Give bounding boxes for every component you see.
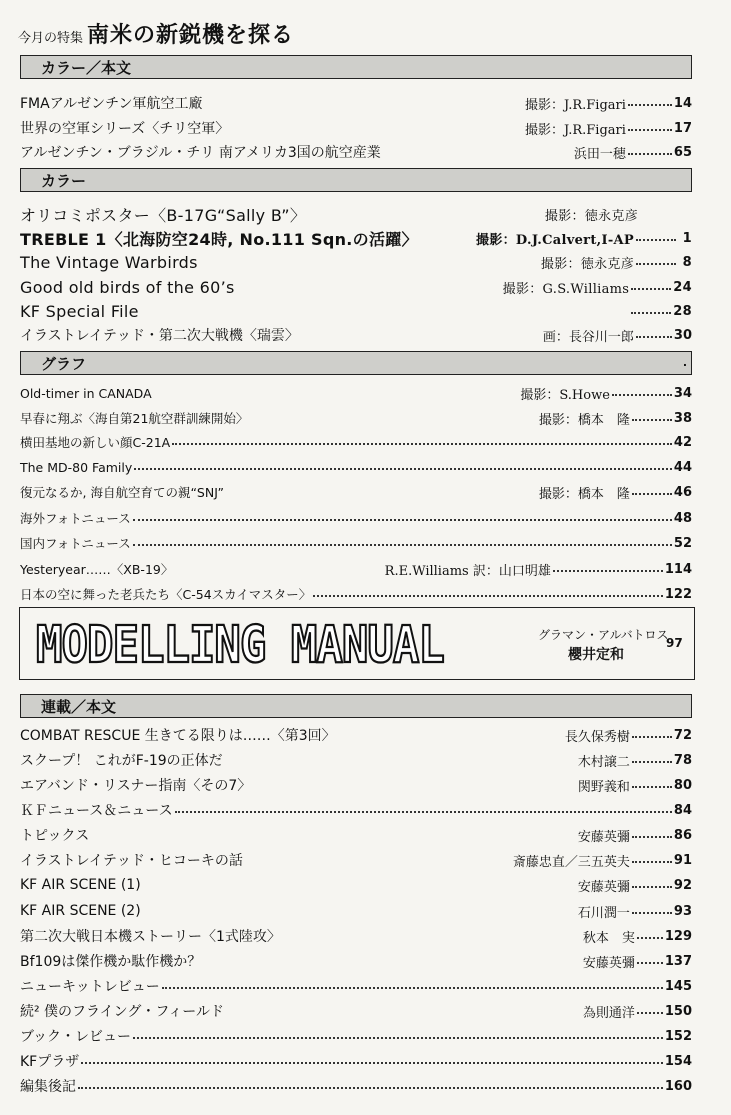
toc-page: 44 [673, 459, 692, 475]
section-header-color [20, 168, 692, 192]
section-header-graph [20, 351, 692, 375]
toc-page: 92 [673, 877, 692, 893]
toc-row[interactable] [20, 824, 692, 846]
toc-row[interactable] [20, 456, 692, 478]
toc-credit: 石川潤一 [577, 905, 630, 921]
modelling-manual-box[interactable] [19, 607, 695, 680]
modelling-manual-subtitle: グラマン・アルバトロス [538, 628, 669, 642]
toc-row[interactable] [20, 950, 692, 972]
toc-row[interactable] [20, 900, 692, 922]
toc-page: 34 [673, 385, 692, 401]
toc-title: Bf109は傑作機か駄作機か？ [20, 954, 202, 970]
modelling-manual-title: MODELLING MANUAL [36, 616, 444, 675]
toc-credit: 長久保秀樹 [564, 729, 630, 745]
toc-title: 国内フォトニュース [20, 536, 131, 551]
toc-title: Old-timer in CANADA [20, 385, 152, 401]
toc-title: イラストレイテッド・第二次大戦機〈瑞雲〉 [20, 328, 299, 344]
toc-row[interactable] [20, 1075, 692, 1097]
toc-credit: 関野義和 [577, 779, 630, 795]
section-label: カラー [41, 172, 87, 190]
toc-page: 129 [664, 928, 692, 944]
toc-credit: 画：長谷川一郎 [542, 329, 634, 345]
toc-credit: 斎藤忠直／三五英夫 [512, 854, 630, 870]
toc-page: 30 [673, 327, 692, 343]
toc-row[interactable] [20, 774, 692, 796]
toc-page: 152 [664, 1028, 692, 1044]
toc-title: スクープ！ これがF-19の正体だ [20, 753, 223, 769]
toc-title: 早春に翔ぶ〈海自第21航空群訓練開始〉 [20, 411, 249, 426]
toc-title: 編集後記 [20, 1079, 76, 1095]
toc-title: KF AIR SCENE (1) [20, 877, 141, 893]
toc-page: 24 [673, 279, 692, 295]
toc-row[interactable] [20, 925, 692, 947]
toc-row[interactable] [20, 203, 692, 225]
toc-title: KF AIR SCENE (2) [20, 903, 141, 919]
toc-title: 第二次大戦日本機ストーリー〈1式陸攻〉 [20, 929, 281, 945]
toc-page: 93 [673, 903, 692, 919]
toc-page: 65 [673, 144, 692, 160]
toc-page: 145 [664, 978, 692, 994]
toc-credit: 撮影：D.J.Calvert,I-AP [476, 232, 634, 248]
toc-row[interactable] [20, 481, 692, 503]
toc-credit: 撮影：橋本 隆 [538, 412, 630, 428]
toc-credit: 撮影：橋本 隆 [538, 486, 630, 502]
section-header-serial-text [20, 694, 692, 718]
toc-title: ブック・レビュー [20, 1029, 132, 1045]
toc-row[interactable] [20, 382, 692, 404]
section-header-color-text [20, 55, 692, 79]
toc-title: イラストレイテッド・ヒコーキの話 [20, 853, 243, 869]
toc-row[interactable] [20, 1050, 692, 1072]
toc-title: オリコミポスター〈B-17G“Sally B”〉 [20, 205, 307, 225]
toc-title: アルゼンチン・ブラジル・チリ 南アメリカ3国の航空産業 [20, 145, 381, 161]
toc-page: 52 [673, 535, 692, 551]
toc-title: トピックス [20, 828, 90, 844]
toc-credit: 浜田一穂 [573, 146, 626, 162]
toc-page: 78 [673, 752, 692, 768]
toc-row[interactable] [20, 407, 692, 429]
toc-page: 80 [673, 777, 692, 793]
toc-title: Good old birds of the 60’s [20, 277, 235, 297]
toc-row[interactable] [20, 749, 692, 771]
toc-page: 91 [673, 852, 692, 868]
section-label: 連載／本文 [41, 698, 117, 716]
toc-row[interactable] [20, 431, 692, 453]
toc-credit: 撮影：徳永克彦 [540, 256, 634, 272]
toc-row[interactable] [20, 583, 692, 605]
toc-page: 8 [682, 254, 692, 270]
toc-row[interactable] [20, 276, 692, 298]
modelling-manual-page: 97 [666, 636, 683, 650]
toc-page: 154 [664, 1053, 692, 1069]
toc-row[interactable] [20, 532, 692, 554]
toc-row[interactable] [20, 300, 692, 322]
toc-page: 86 [673, 827, 692, 843]
feature-prefix: 今月の特集 [18, 31, 84, 46]
toc-row[interactable] [20, 1025, 692, 1047]
toc-title: 横田基地の新しい顔C-21A [20, 435, 171, 450]
toc-row[interactable] [20, 975, 692, 997]
toc-title: The MD-80 Family [20, 459, 133, 475]
toc-title: ニューキットレビュー [20, 979, 160, 995]
toc-row[interactable] [20, 324, 692, 346]
toc-row[interactable] [20, 507, 692, 529]
toc-title: 日本の空に舞った老兵たち〈C-54スカイマスター〉 [20, 587, 312, 602]
toc-title: 世界の空軍シリーズ〈チリ空軍〉 [20, 121, 230, 137]
toc-title: エアバンド・リスナー指南〈その7〉 [20, 778, 252, 794]
toc-title: 海外フォトニュース [20, 511, 131, 526]
toc-page: 38 [673, 410, 692, 426]
toc-row[interactable] [20, 227, 692, 249]
feature-title: 南米の新鋭機を探る [87, 23, 295, 48]
toc-row[interactable] [20, 117, 692, 139]
toc-page: 1 [682, 230, 692, 246]
toc-page: 14 [673, 95, 692, 111]
modelling-manual-author: 櫻井定和 [568, 647, 624, 663]
toc-page: 42 [673, 434, 692, 450]
toc-title: KFプラザ [20, 1054, 80, 1070]
toc-title: ＫＦニュース＆ニュース [20, 803, 173, 819]
toc-credit: 秋本 実 [582, 930, 635, 946]
toc-credit: 安藤英彌 [582, 955, 635, 971]
toc-row[interactable] [20, 849, 692, 871]
section-label: カラー／本文 [41, 59, 132, 77]
toc-credit: 安藤英彌 [577, 879, 630, 895]
toc-page: 122 [664, 586, 692, 602]
section-mark: . [682, 356, 687, 369]
toc-row[interactable] [20, 141, 692, 163]
toc-title: COMBAT RESCUE 生きてる限りは……〈第3回〉 [20, 728, 336, 744]
toc-credit: R.E.Williams 訳：山口明雄 [384, 563, 551, 579]
toc-credit: 木村譲二 [577, 754, 630, 770]
toc-page: 150 [664, 1003, 692, 1019]
toc-credit: 撮影：徳永克彦 [544, 208, 638, 224]
toc-row[interactable] [20, 874, 692, 896]
section-label: グラフ [41, 355, 87, 373]
toc-credit: 撮影：J.R.Figari [525, 97, 626, 113]
toc-page: 46 [673, 484, 692, 500]
toc-credit: 為則通洋 [582, 1005, 635, 1021]
toc-page: 28 [673, 303, 692, 319]
toc-title: Yesteryear……〈XB-19〉 [20, 562, 174, 577]
toc-page: 137 [664, 953, 692, 969]
toc-page: 72 [673, 727, 692, 743]
feature-header [18, 18, 294, 48]
toc-page: 114 [664, 561, 692, 577]
toc-credit: 撮影：G.S.Williams [502, 281, 630, 297]
toc-credit: 安藤英彌 [577, 829, 630, 845]
toc-row[interactable] [20, 799, 692, 821]
toc-title: 復元なるか, 海自航空育ての親“SNJ” [20, 485, 224, 500]
toc-title: KF Special File [20, 301, 139, 321]
toc-page: 48 [673, 510, 692, 526]
toc-credit: 撮影：S.Howe [520, 387, 610, 403]
toc-title: The Vintage Warbirds [20, 252, 198, 272]
toc-page: 160 [664, 1078, 692, 1094]
toc-row[interactable] [20, 251, 692, 273]
toc-title: TREBLE 1〈北海防空24時, No.111 Sqn.の活躍〉 [20, 229, 418, 249]
toc-title: FMAアルゼンチン軍航空工廠 [20, 96, 203, 112]
toc-credit: 撮影：J.R.Figari [525, 122, 626, 138]
toc-row[interactable] [20, 724, 692, 746]
toc-row[interactable] [20, 92, 692, 114]
toc-row[interactable] [20, 558, 692, 580]
toc-row[interactable] [20, 1000, 692, 1022]
toc-page: 17 [673, 120, 692, 136]
toc-page: 84 [673, 802, 692, 818]
toc-title: 続² 僕のフライング・フィールド [20, 1004, 224, 1020]
